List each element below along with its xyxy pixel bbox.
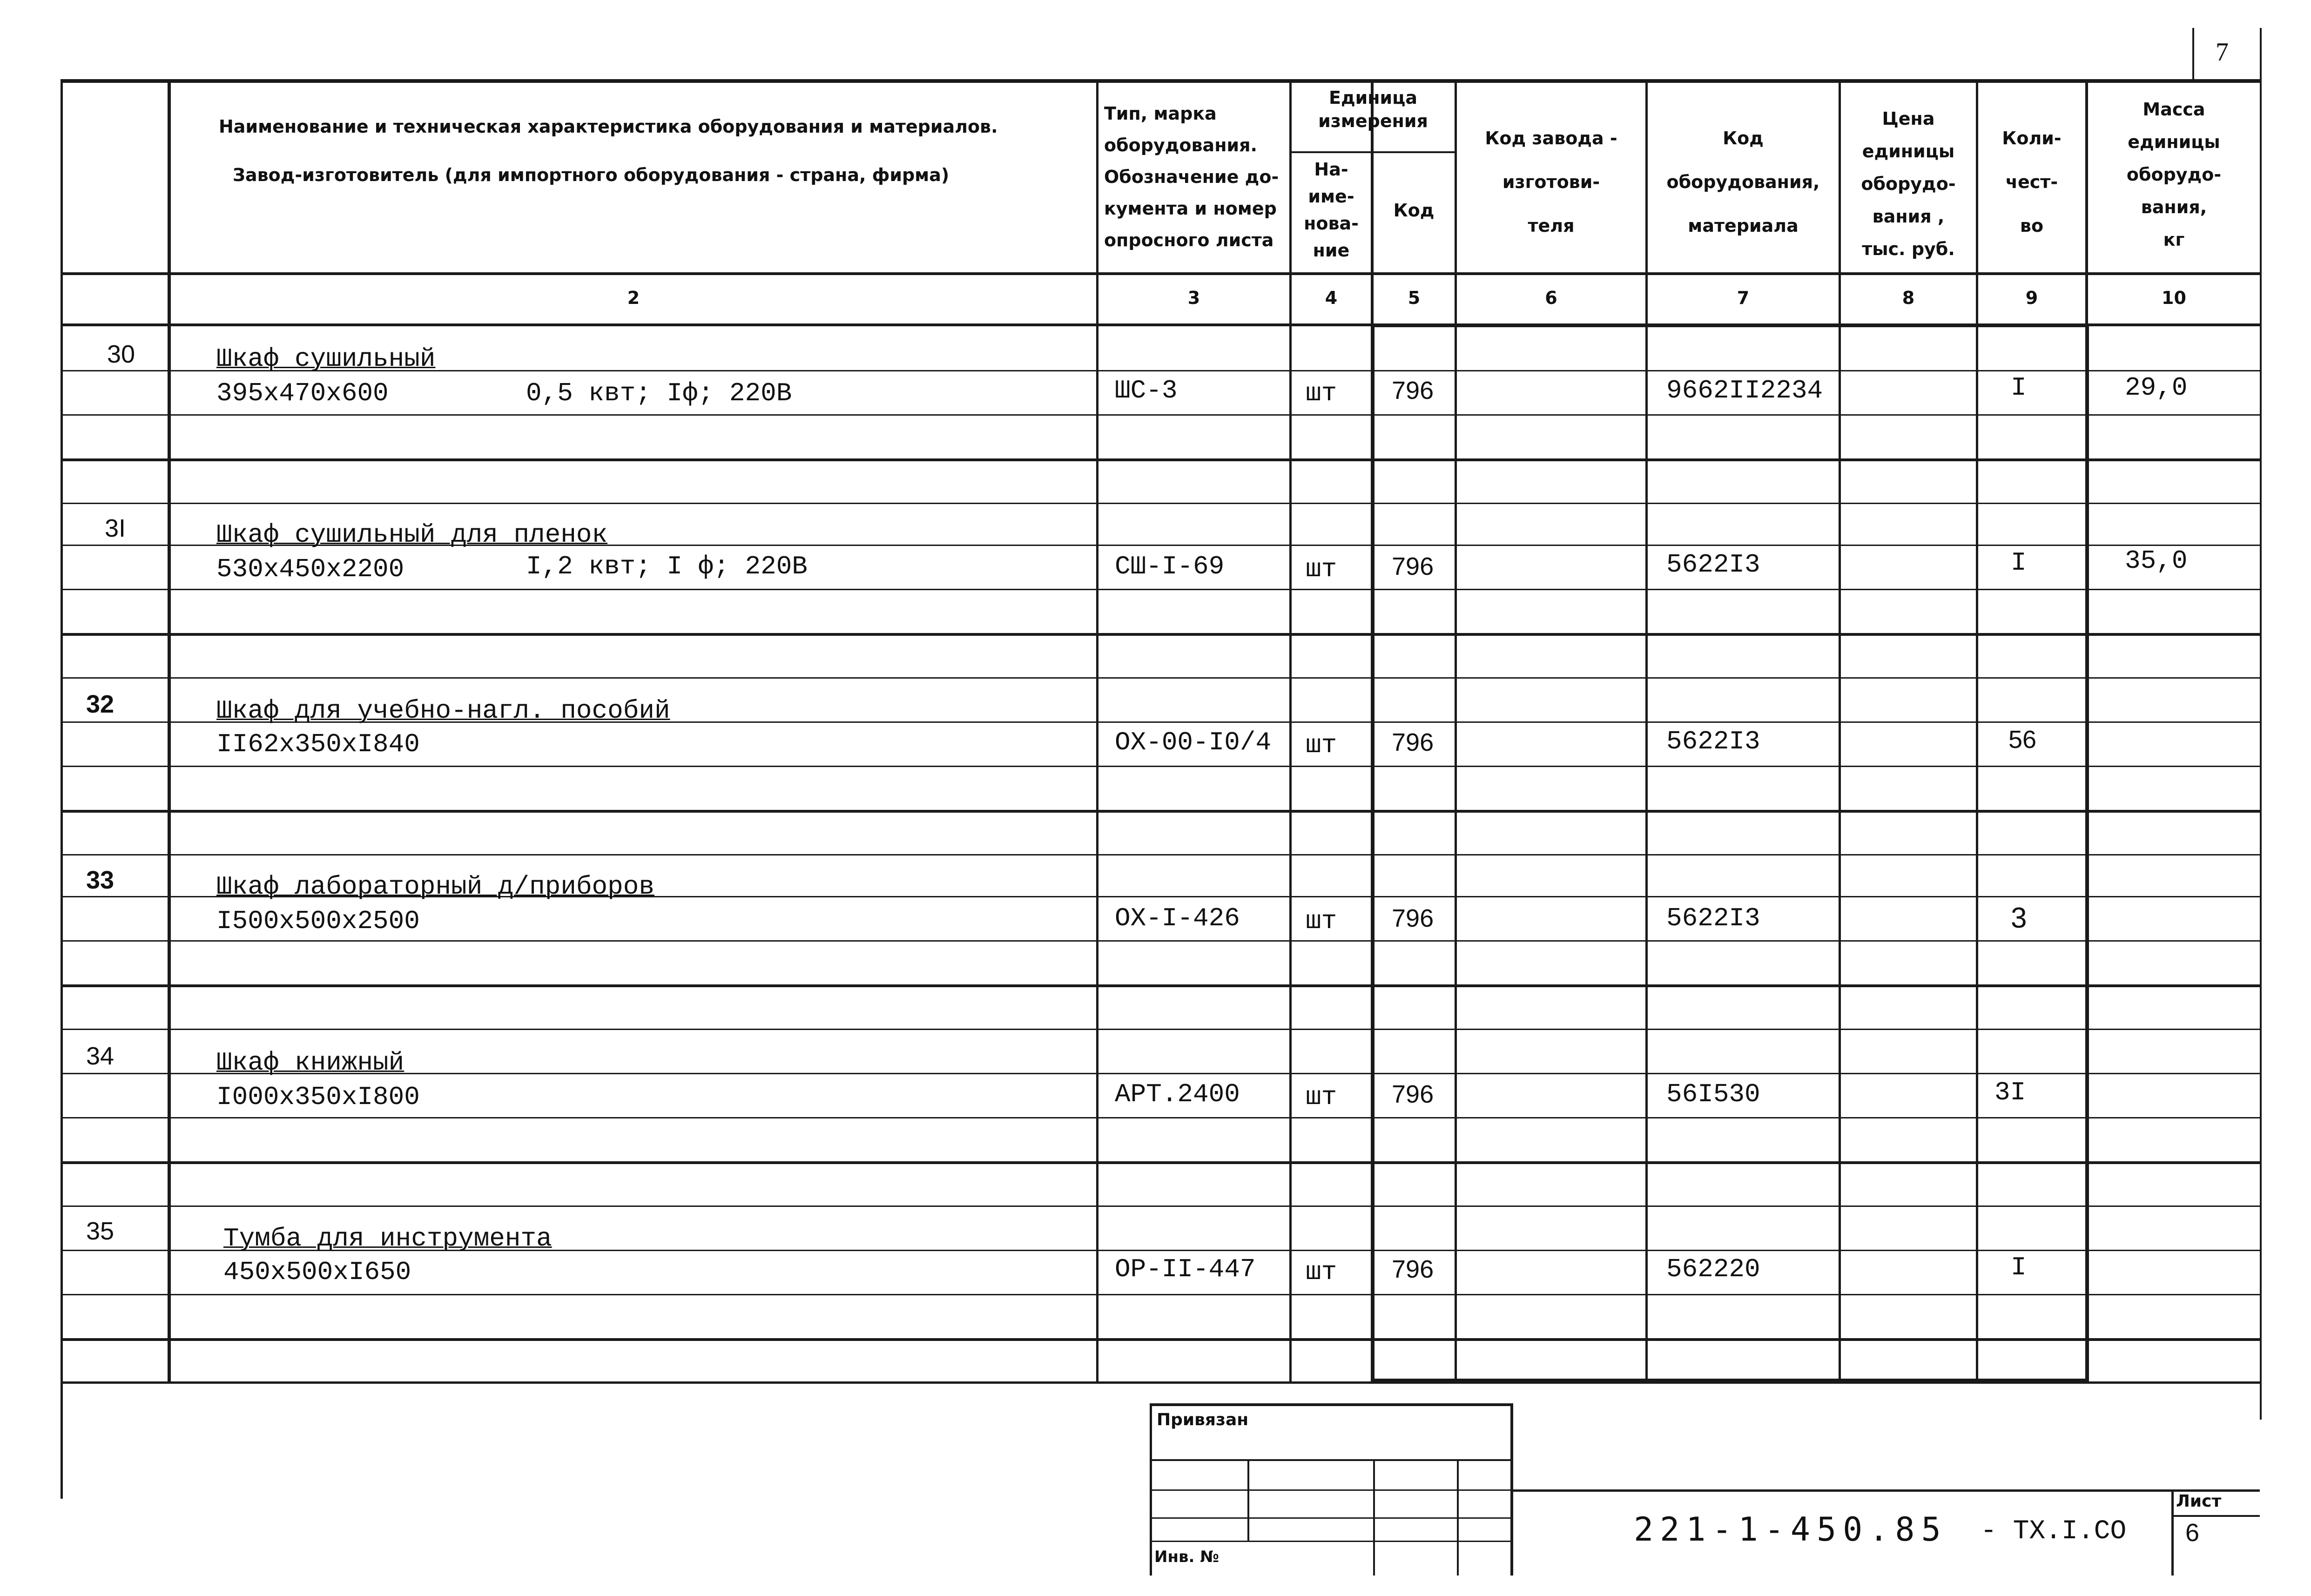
header-col6-line: Код завода - — [1485, 128, 1617, 148]
row-divider — [61, 1294, 2260, 1295]
item-unit: шт — [1306, 1082, 1337, 1112]
item-mass: 35,0 — [2125, 546, 2188, 576]
header-col10-line: единицы — [2128, 132, 2220, 152]
item-type: ОХ-00-I0/4 — [1115, 727, 1272, 757]
row-divider — [61, 1205, 2260, 1207]
item-position: 33 — [86, 866, 115, 894]
inventory-number-label: Инв. № — [1154, 1548, 1220, 1566]
row-divider — [61, 414, 2260, 416]
item-mass: 29,0 — [2125, 373, 2188, 403]
item-type: АРТ.2400 — [1115, 1079, 1240, 1109]
header-col3 — [1099, 98, 1293, 256]
column-number: 6 — [1545, 288, 1557, 308]
item-unit-code: 796 — [1392, 1255, 1434, 1283]
header-col6 — [1457, 116, 1645, 248]
row-divider — [61, 766, 2260, 767]
item-spec: 0,5 квт; Iф; 220В — [526, 378, 792, 408]
item-unit: шт — [1306, 1257, 1337, 1287]
privyazan-label: Привязан — [1157, 1410, 1249, 1429]
column-number: 5 — [1408, 288, 1421, 308]
document-suffix: - ТХ.I.СО — [1981, 1516, 2127, 1547]
item-equipment-code: 5622I3 — [1666, 550, 1760, 579]
row-divider — [61, 633, 2260, 636]
item-name: Тумба для инструмента — [223, 1224, 552, 1253]
header-col9-line: во — [2020, 215, 2044, 236]
item-equipment-code: 5622I3 — [1666, 903, 1760, 933]
row-divider — [61, 854, 2260, 855]
header-col7-line: материала — [1688, 215, 1799, 236]
header-col3-line: оборудования. — [1104, 135, 1257, 155]
header-col3-line: кумента и номер — [1104, 198, 1277, 219]
sheet-label: Лист — [2176, 1492, 2222, 1511]
header-col8-line: Цена — [1882, 108, 1935, 129]
header-unit-group-line: измерения — [1318, 111, 1428, 131]
item-name: Шкаф сушильный — [216, 344, 436, 374]
item-dimensions: 530х450х2200 — [216, 554, 404, 584]
item-equipment-code: 5622I3 — [1666, 727, 1760, 756]
header-col3-line: Тип, марка — [1104, 103, 1217, 124]
item-unit-code: 796 — [1392, 377, 1434, 404]
item-dimensions: II62х350хI840 — [216, 729, 420, 759]
header-col10-line: кг — [2163, 229, 2185, 250]
row-divider — [61, 940, 2260, 942]
item-type: ОР-II-447 — [1115, 1254, 1256, 1284]
header-col9 — [1978, 116, 2085, 248]
item-position: 35 — [86, 1217, 115, 1245]
item-quantity: 3I — [1994, 1077, 2026, 1107]
item-quantity: 56 — [2008, 726, 2037, 754]
row-divider — [61, 810, 2260, 813]
header-col7-line: Код — [1723, 128, 1764, 148]
header-col4-line: ние — [1313, 240, 1350, 261]
item-quantity: I — [2011, 548, 2027, 578]
item-equipment-code: 9662II2234 — [1666, 376, 1823, 405]
row-divider — [61, 1161, 2260, 1164]
row-divider — [61, 458, 2260, 461]
row-divider — [61, 1117, 2260, 1118]
header-col4-line: име- — [1308, 186, 1354, 207]
header-unit-group — [1292, 86, 1455, 133]
item-type: ОХ-I-426 — [1115, 903, 1240, 933]
header-col9-line: Коли- — [2002, 128, 2062, 148]
item-position: 32 — [86, 690, 115, 718]
header-unit-group-line: Единица — [1329, 88, 1417, 108]
header-col8-line: тыс. руб. — [1862, 239, 1955, 259]
item-dimensions: I500х500х2500 — [216, 906, 420, 936]
header-col6-line: теля — [1528, 215, 1575, 236]
header-col8-line: вания , — [1872, 206, 1945, 227]
item-position: 34 — [86, 1042, 115, 1070]
row-divider — [61, 503, 2260, 504]
header-col8-line: единицы — [1862, 141, 1955, 162]
row-divider — [61, 1029, 2260, 1030]
header-col3-line: опросного листа — [1104, 230, 1274, 250]
item-unit-code: 796 — [1392, 728, 1434, 756]
item-unit: шт — [1306, 906, 1337, 936]
header-col7-line: оборудования, — [1666, 172, 1820, 192]
item-equipment-code: 56I530 — [1666, 1079, 1760, 1109]
item-name: Шкаф книжный — [216, 1048, 404, 1077]
page-number-top: 7 — [2216, 38, 2229, 67]
item-type: ШС-3 — [1115, 376, 1178, 405]
header-col10-line: вания, — [2141, 197, 2207, 217]
item-quantity: I — [2011, 373, 2027, 403]
header-col7 — [1648, 116, 1839, 248]
header-col8-line: оборудо- — [1861, 174, 1956, 194]
item-unit: шт — [1306, 554, 1337, 584]
document-code: 221-1-450.85 — [1634, 1510, 1947, 1549]
header-col6-line: изготови- — [1502, 172, 1600, 192]
item-name: Шкаф лабораторный д/приборов — [216, 872, 654, 902]
item-unit: шт — [1306, 730, 1337, 760]
sheet-number: 6 — [2185, 1519, 2200, 1547]
row-divider — [61, 589, 2260, 590]
item-dimensions: I000х350хI800 — [216, 1082, 420, 1112]
item-equipment-code: 562220 — [1666, 1254, 1760, 1284]
header-col9-line: чест- — [2005, 172, 2058, 192]
item-quantity: 3 — [2011, 902, 2027, 934]
column-number: 9 — [2025, 288, 2038, 308]
header-col2 — [172, 112, 1094, 186]
item-name: Шкаф сушильный для пленок — [216, 520, 608, 550]
item-unit-code: 796 — [1392, 552, 1434, 580]
column-number: 3 — [1187, 288, 1200, 308]
header-col3-line: Обозначение до- — [1104, 167, 1279, 187]
item-unit: шт — [1306, 378, 1337, 408]
header-col2-line1: Наименование и техническая характеристика оборудования и материалов. — [219, 116, 998, 137]
column-number: 10 — [2162, 288, 2186, 308]
column-number: 2 — [627, 288, 640, 308]
column-number: 7 — [1737, 288, 1750, 308]
header-col4 — [1292, 156, 1371, 264]
item-type: СШ-I-69 — [1115, 552, 1225, 581]
header-col4-line: нова- — [1304, 213, 1359, 234]
item-spec: I,2 квт; I ф; 220В — [526, 552, 808, 581]
header-col8 — [1841, 102, 1976, 265]
item-name: Шкаф для учебно-нагл. пособий — [216, 696, 670, 726]
item-quantity: I — [2011, 1253, 2027, 1282]
row-divider — [61, 677, 2260, 679]
row-divider — [61, 1338, 2260, 1341]
header-col2-line2: Завод-изготовитель (для импортного оборудования - страна, фирма) — [233, 165, 950, 185]
header-col10 — [2088, 93, 2260, 256]
column-number: 8 — [1902, 288, 1915, 308]
row-divider — [61, 984, 2260, 987]
header-col10-line: оборудо- — [2126, 164, 2222, 185]
item-unit-code: 796 — [1392, 904, 1434, 932]
item-unit-code: 796 — [1392, 1080, 1434, 1108]
column-number: 4 — [1325, 288, 1338, 308]
item-dimensions: 395х470х600 — [216, 378, 389, 408]
header-col10-line: Масса — [2143, 99, 2205, 120]
item-dimensions: 450х500хI650 — [223, 1257, 411, 1287]
item-position: 3I — [105, 514, 126, 542]
item-position: 30 — [107, 340, 135, 368]
header-col4-line: На- — [1314, 159, 1348, 180]
header-col5: Код — [1393, 200, 1435, 221]
